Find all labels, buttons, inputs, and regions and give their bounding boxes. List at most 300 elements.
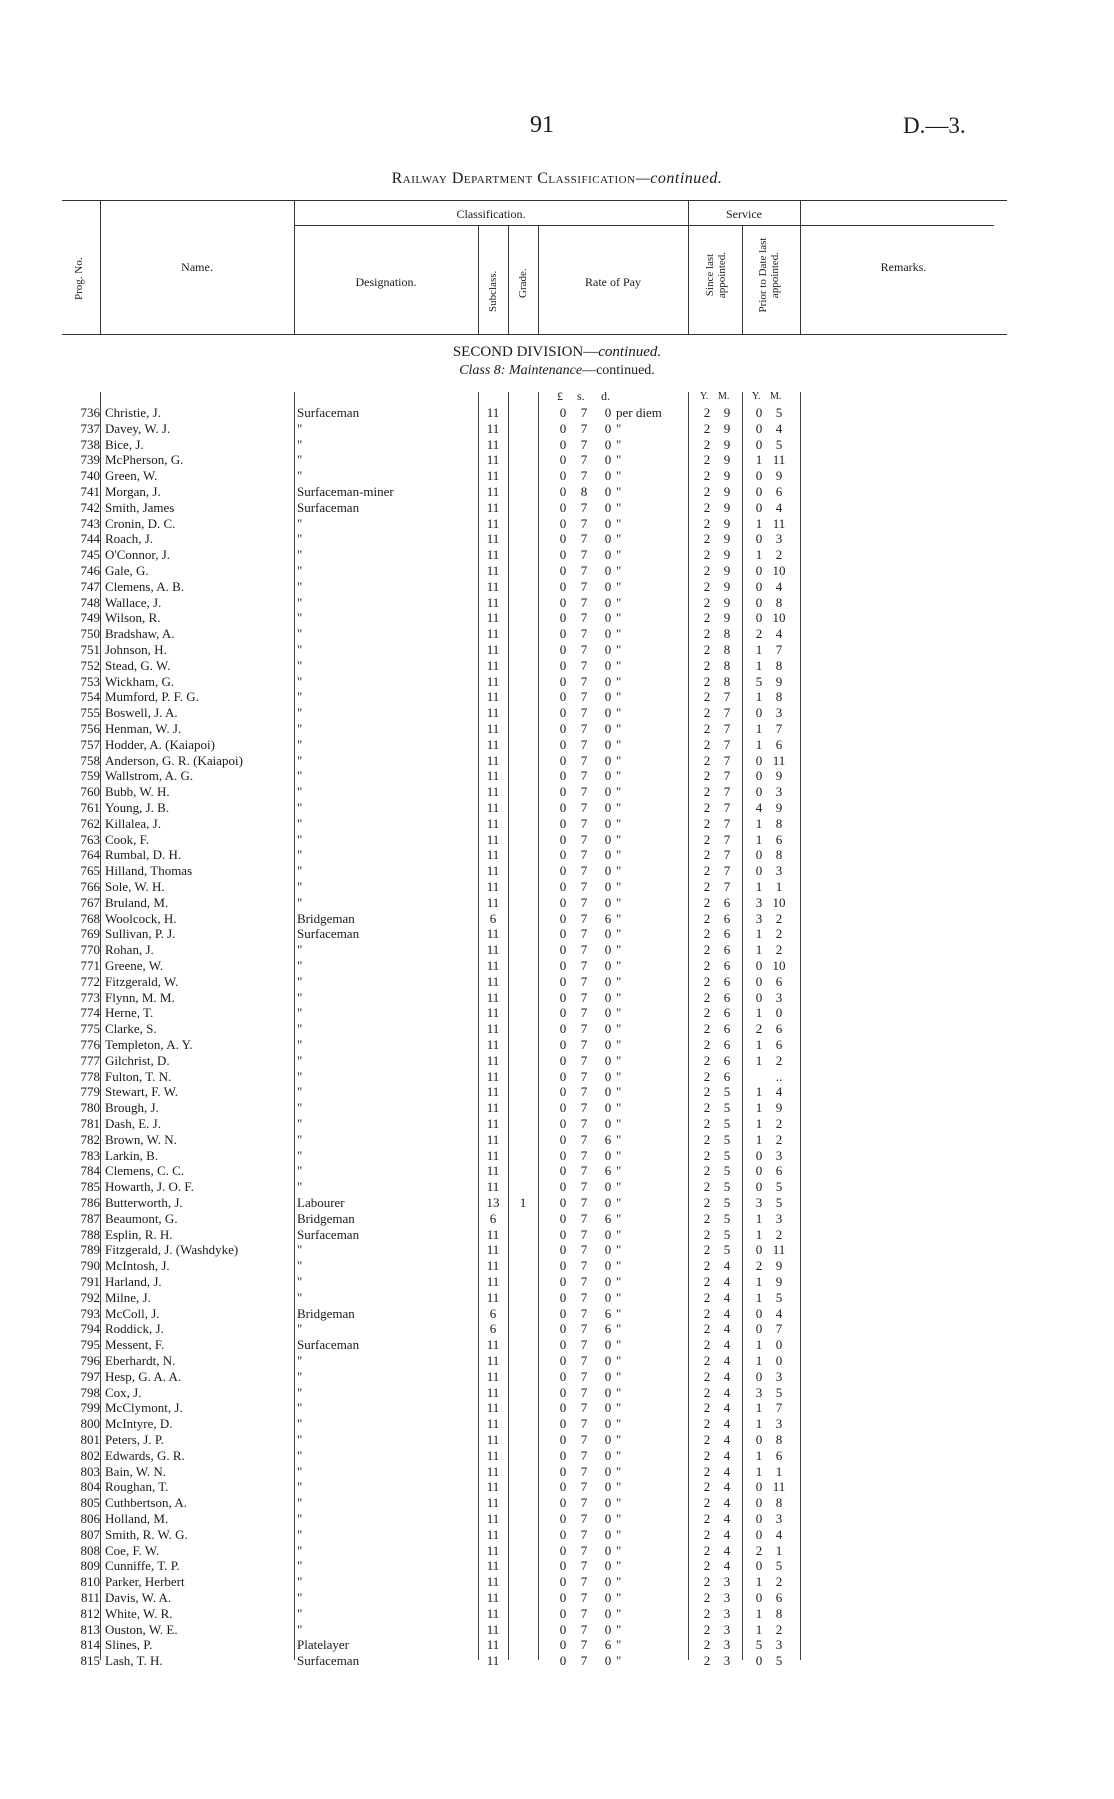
cell-since-months: 5: [723, 1084, 731, 1100]
cell-prior-years: 0: [755, 420, 763, 436]
cell-prior-months: 6: [775, 1037, 783, 1052]
cell-prior-years: 0: [755, 989, 763, 1005]
cell-prior-months: 0: [775, 1353, 783, 1368]
cell-prior-months: 4: [775, 499, 783, 515]
cell-prior-months: 8: [775, 689, 783, 705]
cell-since-months: 4: [723, 1558, 731, 1574]
cell-pay-pounds: 0: [559, 1416, 567, 1432]
cell-since-months: 6: [723, 1052, 731, 1068]
table-row: [0, 1574, 1114, 1590]
table-row: [0, 1495, 1114, 1511]
cell-subclass: 6: [489, 1210, 497, 1226]
cell-since-months: 7: [723, 831, 731, 847]
cell-subclass: 11: [486, 1084, 500, 1100]
cell-since-years: 2: [703, 1131, 711, 1147]
cell-pay-pence: 0: [604, 1005, 612, 1021]
cell-pay-pounds: 0: [559, 863, 567, 879]
cell-prior-months: 2: [775, 547, 783, 563]
cell-prior-months: 8: [775, 815, 783, 831]
cell-name: Roddick, J.: [105, 1321, 164, 1337]
cell-since-months: 4: [723, 1479, 731, 1495]
cell-subclass: 6: [489, 1305, 497, 1321]
cell-designation: ": [297, 1021, 303, 1037]
cell-since-years: 2: [703, 1447, 711, 1463]
cell-prior-months: 3: [775, 784, 783, 800]
cell-prior-months: 3: [775, 531, 783, 547]
cell-designation: Surfaceman: [297, 1226, 360, 1242]
cell-pay-shillings: 7: [580, 879, 588, 894]
cell-prog-no: 782: [80, 1131, 100, 1147]
cell-pay-pence: 0: [604, 1463, 612, 1479]
cell-name: Stewart, F. W.: [105, 1084, 178, 1100]
cell-name: Woolcock, H.: [105, 910, 177, 926]
cell-pay-pence: 0: [604, 657, 612, 673]
cell-prog-no: 794: [80, 1321, 100, 1337]
cell-designation: ": [297, 1258, 303, 1274]
cell-pay-shillings: 7: [580, 894, 588, 910]
cell-prog-no: 746: [80, 563, 100, 578]
table-row: [0, 1432, 1114, 1448]
cell-since-years: 2: [703, 1242, 711, 1258]
cell-since-years: 2: [703, 1558, 711, 1574]
cell-subclass: 11: [486, 1637, 500, 1653]
cell-since-years: 2: [703, 1542, 711, 1558]
cell-since-months: 9: [723, 452, 731, 468]
cell-name: Green, W.: [105, 468, 158, 484]
table-row: [0, 579, 1114, 595]
cell-subclass: 11: [486, 1526, 500, 1542]
cell-prior-years: 1: [755, 1100, 763, 1116]
cell-since-months: 3: [723, 1574, 731, 1590]
cell-pay-pence: 0: [604, 752, 612, 768]
cell-pay-pence: 0: [604, 563, 612, 578]
cell-pay-pounds: 0: [559, 1542, 567, 1558]
cell-designation: ": [297, 1542, 303, 1558]
cell-designation: ": [297, 768, 303, 784]
cell-pay-pounds: 0: [559, 642, 567, 657]
cell-prog-no: 750: [80, 626, 100, 642]
cell-pay-pounds: 0: [559, 800, 567, 815]
table-row: [0, 531, 1114, 547]
cell-pay-shillings: 7: [580, 1511, 588, 1526]
cell-name: White, W. R.: [105, 1605, 173, 1621]
cell-designation: Bridgeman: [297, 1305, 355, 1321]
cell-prior-months: 1: [775, 879, 783, 894]
cell-designation: ": [297, 1100, 303, 1116]
cell-designation: ": [297, 942, 303, 958]
cell-pay-shillings: 7: [580, 1131, 588, 1147]
cell-since-months: 4: [723, 1258, 731, 1274]
cell-since-months: 6: [723, 1068, 731, 1084]
cell-subclass: 11: [486, 847, 500, 863]
cell-prog-no: 772: [80, 973, 100, 989]
cell-pay-pence: 0: [604, 578, 612, 594]
cell-prior-years: 1: [755, 1289, 763, 1305]
cell-pay-pence: 0: [604, 1590, 612, 1605]
cell-designation: ": [297, 436, 303, 452]
cell-pay-pounds: 0: [559, 1305, 567, 1321]
cell-prior-months: 8: [775, 594, 783, 610]
cell-pay-pence: 0: [604, 1621, 612, 1637]
cell-designation: ": [297, 1511, 303, 1526]
cell-subclass: 11: [486, 547, 500, 563]
cell-pay-shillings: 7: [580, 578, 588, 594]
table-row: [0, 1606, 1114, 1622]
cell-prior-months: 3: [775, 1147, 783, 1163]
cell-pay-shillings: 7: [580, 926, 588, 942]
cell-prior-years: 0: [755, 958, 763, 973]
cell-prog-no: 758: [80, 752, 100, 768]
cell-pay-pence: 0: [604, 1526, 612, 1542]
cell-since-months: 5: [723, 1179, 731, 1195]
cell-pay-pence: 0: [604, 784, 612, 800]
cell-name: Parker, Herbert: [105, 1574, 185, 1590]
cell-pay-period: ": [616, 1321, 622, 1337]
cell-pay-pence: 0: [604, 1479, 612, 1495]
cell-pay-pence: 0: [604, 1289, 612, 1305]
cell-prog-no: 763: [80, 831, 100, 847]
header-prog-no: Prog. No.: [73, 257, 85, 300]
cell-since-months: 7: [723, 768, 731, 784]
cell-pay-pounds: 0: [559, 958, 567, 973]
cell-since-years: 2: [703, 531, 711, 547]
cell-prog-no: 752: [80, 657, 100, 673]
cell-prior-months: 6: [775, 1163, 783, 1179]
cell-pay-pence: 0: [604, 1242, 612, 1258]
cell-pay-period: ": [616, 1621, 622, 1637]
cell-since-years: 2: [703, 594, 711, 610]
cell-pay-shillings: 7: [580, 436, 588, 452]
cell-name: Dash, E. J.: [105, 1116, 161, 1131]
cell-prior-years: 1: [755, 1131, 763, 1147]
cell-prior-years: 1: [755, 1574, 763, 1590]
cell-subclass: 11: [486, 1368, 500, 1384]
cell-pay-period: ": [616, 1131, 622, 1147]
cell-prior-months: 4: [775, 420, 783, 436]
cell-pay-pounds: 0: [559, 1210, 567, 1226]
cell-pay-pence: 0: [604, 942, 612, 958]
cell-since-months: 8: [723, 642, 731, 657]
cell-pay-pounds: 0: [559, 1447, 567, 1463]
section-subtitle: [0, 363, 1114, 379]
cell-pay-pounds: 0: [559, 1558, 567, 1574]
cell-pay-shillings: 7: [580, 768, 588, 784]
cell-prior-years: 0: [755, 1179, 763, 1195]
cell-prior-months: 10: [772, 958, 786, 973]
cell-subclass: 11: [486, 958, 500, 973]
cell-pay-shillings: 7: [580, 1226, 588, 1242]
cell-pay-pounds: 0: [559, 831, 567, 847]
cell-designation: ": [297, 610, 303, 626]
cell-pay-pence: 0: [604, 468, 612, 484]
cell-name: Clemens, C. C.: [105, 1163, 185, 1179]
cell-prog-no: 811: [80, 1590, 100, 1605]
cell-name: Wallace, J.: [105, 594, 162, 610]
cell-prior-months: 2: [775, 910, 783, 926]
cell-prog-no: 815: [80, 1653, 100, 1669]
cell-pay-pence: 0: [604, 673, 612, 689]
cell-prior-months: 3: [775, 1416, 783, 1432]
cell-since-years: 2: [703, 1005, 711, 1021]
cell-prior-years: 1: [755, 815, 763, 831]
cell-prior-years: 0: [755, 1242, 763, 1258]
cell-pay-pounds: 0: [559, 689, 567, 705]
cell-name: Smith, R. W. G.: [105, 1526, 188, 1542]
cell-prior-years: 0: [755, 847, 763, 863]
cell-subclass: 11: [486, 815, 500, 831]
cell-prior-years: 1: [755, 452, 763, 468]
cell-pay-pence: 0: [604, 1258, 612, 1274]
cell-prog-no: 806: [80, 1511, 100, 1526]
page-title: [0, 170, 1114, 188]
cell-prior-months: 5: [775, 1558, 783, 1574]
cell-prior-months: 10: [772, 610, 786, 626]
cell-pay-period: ": [616, 1605, 622, 1621]
cell-since-years: 2: [703, 1384, 711, 1400]
cell-designation: ": [297, 1037, 303, 1052]
cell-since-years: 2: [703, 1368, 711, 1384]
table-row: [0, 1242, 1114, 1258]
cell-pay-shillings: 7: [580, 989, 588, 1005]
table-row: [0, 879, 1114, 895]
cell-prior-months: 11: [772, 752, 786, 768]
cell-pay-period: ": [616, 1463, 622, 1479]
cell-name: Cunniffe, T. P.: [105, 1558, 180, 1574]
cell-prog-no: 810: [80, 1574, 100, 1590]
cell-since-years: 2: [703, 1621, 711, 1637]
cell-subclass: 11: [486, 452, 500, 468]
cell-since-months: 7: [723, 705, 731, 721]
cell-prog-no: 747: [80, 578, 100, 594]
unit-shillings: s.: [577, 389, 585, 403]
cell-prog-no: 765: [80, 863, 100, 879]
cell-pay-pounds: 0: [559, 1463, 567, 1479]
cell-subclass: 11: [486, 484, 500, 499]
cell-designation: ": [297, 657, 303, 673]
cell-since-years: 2: [703, 1495, 711, 1511]
cell-prior-years: 1: [755, 736, 763, 752]
cell-subclass: 11: [486, 863, 500, 879]
cell-subclass: 11: [486, 879, 500, 894]
cell-pay-pence: 0: [604, 1416, 612, 1432]
cell-pay-period: ": [616, 831, 622, 847]
cell-prior-years: 0: [755, 1163, 763, 1179]
cell-prog-no: 802: [80, 1447, 100, 1463]
cell-since-months: 3: [723, 1605, 731, 1621]
cell-pay-pounds: 0: [559, 942, 567, 958]
table-row: [0, 753, 1114, 769]
cell-designation: ": [297, 1289, 303, 1305]
cell-pay-pounds: 0: [559, 879, 567, 894]
cell-pay-pounds: 0: [559, 1526, 567, 1542]
cell-prior-months: 3: [775, 705, 783, 721]
cell-pay-shillings: 7: [580, 1353, 588, 1368]
cell-pay-pence: 6: [604, 1305, 612, 1321]
cell-since-months: 5: [723, 1226, 731, 1242]
cell-pay-pounds: 0: [559, 1590, 567, 1605]
table-row: [0, 1321, 1114, 1337]
cell-name: Peters, J. P.: [105, 1432, 164, 1447]
cell-prior-months: 2: [775, 1621, 783, 1637]
cell-pay-shillings: 7: [580, 626, 588, 642]
cell-subclass: 11: [486, 420, 500, 436]
cell-prior-months: 10: [772, 894, 786, 910]
cell-prior-years: 1: [755, 926, 763, 942]
cell-pay-period: ": [616, 1179, 622, 1195]
cell-pay-shillings: 7: [580, 1258, 588, 1274]
cell-pay-pounds: 0: [559, 1637, 567, 1653]
cell-pay-period: ": [616, 626, 622, 642]
cell-prog-no: 799: [80, 1400, 100, 1416]
cell-prior-months: 9: [775, 1100, 783, 1116]
cell-since-years: 2: [703, 768, 711, 784]
cell-name: Hilland, Thomas: [105, 863, 193, 879]
cell-prog-no: 749: [80, 610, 100, 626]
table-row: [0, 1069, 1114, 1085]
cell-since-years: 2: [703, 1068, 711, 1084]
cell-since-years: 2: [703, 578, 711, 594]
cell-pay-shillings: 7: [580, 673, 588, 689]
title-continued: —continued.: [635, 170, 723, 187]
cell-pay-pence: 0: [604, 1337, 612, 1353]
cell-pay-pence: 0: [604, 515, 612, 531]
cell-pay-shillings: 7: [580, 1321, 588, 1337]
cell-designation: ": [297, 1400, 303, 1416]
cell-pay-period: ": [616, 1337, 622, 1353]
cell-pay-shillings: 7: [580, 815, 588, 831]
cell-name: Eberhardt, N.: [105, 1353, 176, 1368]
cell-prior-years: 5: [755, 673, 763, 689]
table-row: [0, 421, 1114, 437]
cell-since-months: 3: [723, 1621, 731, 1637]
cell-prior-months: 8: [775, 847, 783, 863]
cell-pay-pounds: 0: [559, 910, 567, 926]
cell-prog-no: 800: [80, 1416, 100, 1432]
cell-name: Morgan, J.: [105, 484, 161, 499]
cell-prior-years: 1: [755, 1005, 763, 1021]
cell-subclass: 11: [486, 1479, 500, 1495]
cell-subclass: 11: [486, 1384, 500, 1400]
cell-name: Slines, P.: [105, 1637, 153, 1653]
cell-prog-no: 754: [80, 689, 100, 705]
cell-prior-years: 0: [755, 405, 763, 420]
cell-subclass: 11: [486, 1590, 500, 1605]
table-row: [0, 863, 1114, 879]
cell-since-years: 2: [703, 863, 711, 879]
cell-pay-shillings: 7: [580, 736, 588, 752]
cell-pay-pounds: 0: [559, 1479, 567, 1495]
cell-designation: Bridgeman: [297, 910, 355, 926]
cell-since-years: 2: [703, 958, 711, 973]
header-subclass: Subclass.: [487, 270, 499, 312]
cell-prior-years: 1: [755, 1337, 763, 1353]
cell-pay-pounds: 0: [559, 1131, 567, 1147]
cell-designation: Surfaceman: [297, 405, 360, 420]
cell-pay-period: ": [616, 1637, 622, 1653]
cell-prior-months: 3: [775, 863, 783, 879]
cell-since-years: 2: [703, 1653, 711, 1669]
table-row: [0, 1622, 1114, 1638]
cell-name: Hodder, A. (Kaiapoi): [105, 736, 215, 752]
table-row: [0, 1053, 1114, 1069]
cell-since-months: 9: [723, 531, 731, 547]
cell-since-years: 2: [703, 1416, 711, 1432]
cell-subclass: 11: [486, 1274, 500, 1289]
table-row: [0, 1369, 1114, 1385]
cell-subclass: 11: [486, 1131, 500, 1147]
cell-since-years: 2: [703, 736, 711, 752]
cell-name: Bice, J.: [105, 436, 144, 452]
cell-pay-pounds: 0: [559, 1242, 567, 1258]
cell-pay-shillings: 7: [580, 1021, 588, 1037]
cell-since-years: 2: [703, 1116, 711, 1131]
cell-pay-period: ": [616, 958, 622, 973]
cell-prog-no: 768: [80, 910, 100, 926]
cell-pay-pence: 0: [604, 1037, 612, 1052]
cell-name: McPherson, G.: [105, 452, 184, 468]
cell-since-months: 9: [723, 484, 731, 499]
cell-since-years: 2: [703, 1605, 711, 1621]
cell-prior-years: 0: [755, 1368, 763, 1384]
cell-subclass: 11: [486, 531, 500, 547]
cell-pay-period: ": [616, 800, 622, 815]
cell-designation: ": [297, 1368, 303, 1384]
cell-prior-years: 1: [755, 1447, 763, 1463]
cell-designation: ": [297, 594, 303, 610]
cell-prog-no: 769: [80, 926, 100, 942]
cell-designation: ": [297, 1163, 303, 1179]
cell-prior-months: 4: [775, 1305, 783, 1321]
cell-since-months: 6: [723, 942, 731, 958]
cell-pay-period: ": [616, 1084, 622, 1100]
cell-pay-period: ": [616, 452, 622, 468]
cell-pay-pence: 0: [604, 800, 612, 815]
cell-pay-pence: 0: [604, 815, 612, 831]
cell-pay-pence: 0: [604, 973, 612, 989]
table-row: [0, 1195, 1114, 1211]
cell-pay-pounds: 0: [559, 468, 567, 484]
cell-pay-shillings: 7: [580, 942, 588, 958]
cell-designation: ": [297, 973, 303, 989]
cell-since-months: 9: [723, 405, 731, 420]
cell-pay-shillings: 7: [580, 1005, 588, 1021]
cell-subclass: 11: [486, 1621, 500, 1637]
cell-subclass: 11: [486, 1337, 500, 1353]
cell-name: Esplin, R. H.: [105, 1226, 173, 1242]
cell-prog-no: 796: [80, 1353, 100, 1368]
cell-name: Cronin, D. C.: [105, 515, 176, 531]
cell-pay-period: ": [616, 926, 622, 942]
table-row: [0, 768, 1114, 784]
cell-name: Ouston, W. E.: [105, 1621, 178, 1637]
cell-subclass: 11: [486, 578, 500, 594]
cell-subclass: 11: [486, 1574, 500, 1590]
cell-prior-months: 1: [775, 1463, 783, 1479]
cell-prior-months: ..: [775, 1068, 783, 1084]
cell-name: Rohan, J.: [105, 942, 154, 958]
cell-designation: Surfaceman: [297, 1337, 360, 1353]
cell-pay-pence: 0: [604, 1084, 612, 1100]
cell-subclass: 11: [486, 405, 500, 420]
table-row: [0, 674, 1114, 690]
cell-pay-period: ": [616, 752, 622, 768]
cell-since-months: 9: [723, 436, 731, 452]
cell-pay-pence: 0: [604, 1226, 612, 1242]
cell-prior-months: 2: [775, 1116, 783, 1131]
cell-prog-no: 760: [80, 784, 100, 800]
cell-pay-pounds: 0: [559, 1368, 567, 1384]
table-row: [0, 926, 1114, 942]
